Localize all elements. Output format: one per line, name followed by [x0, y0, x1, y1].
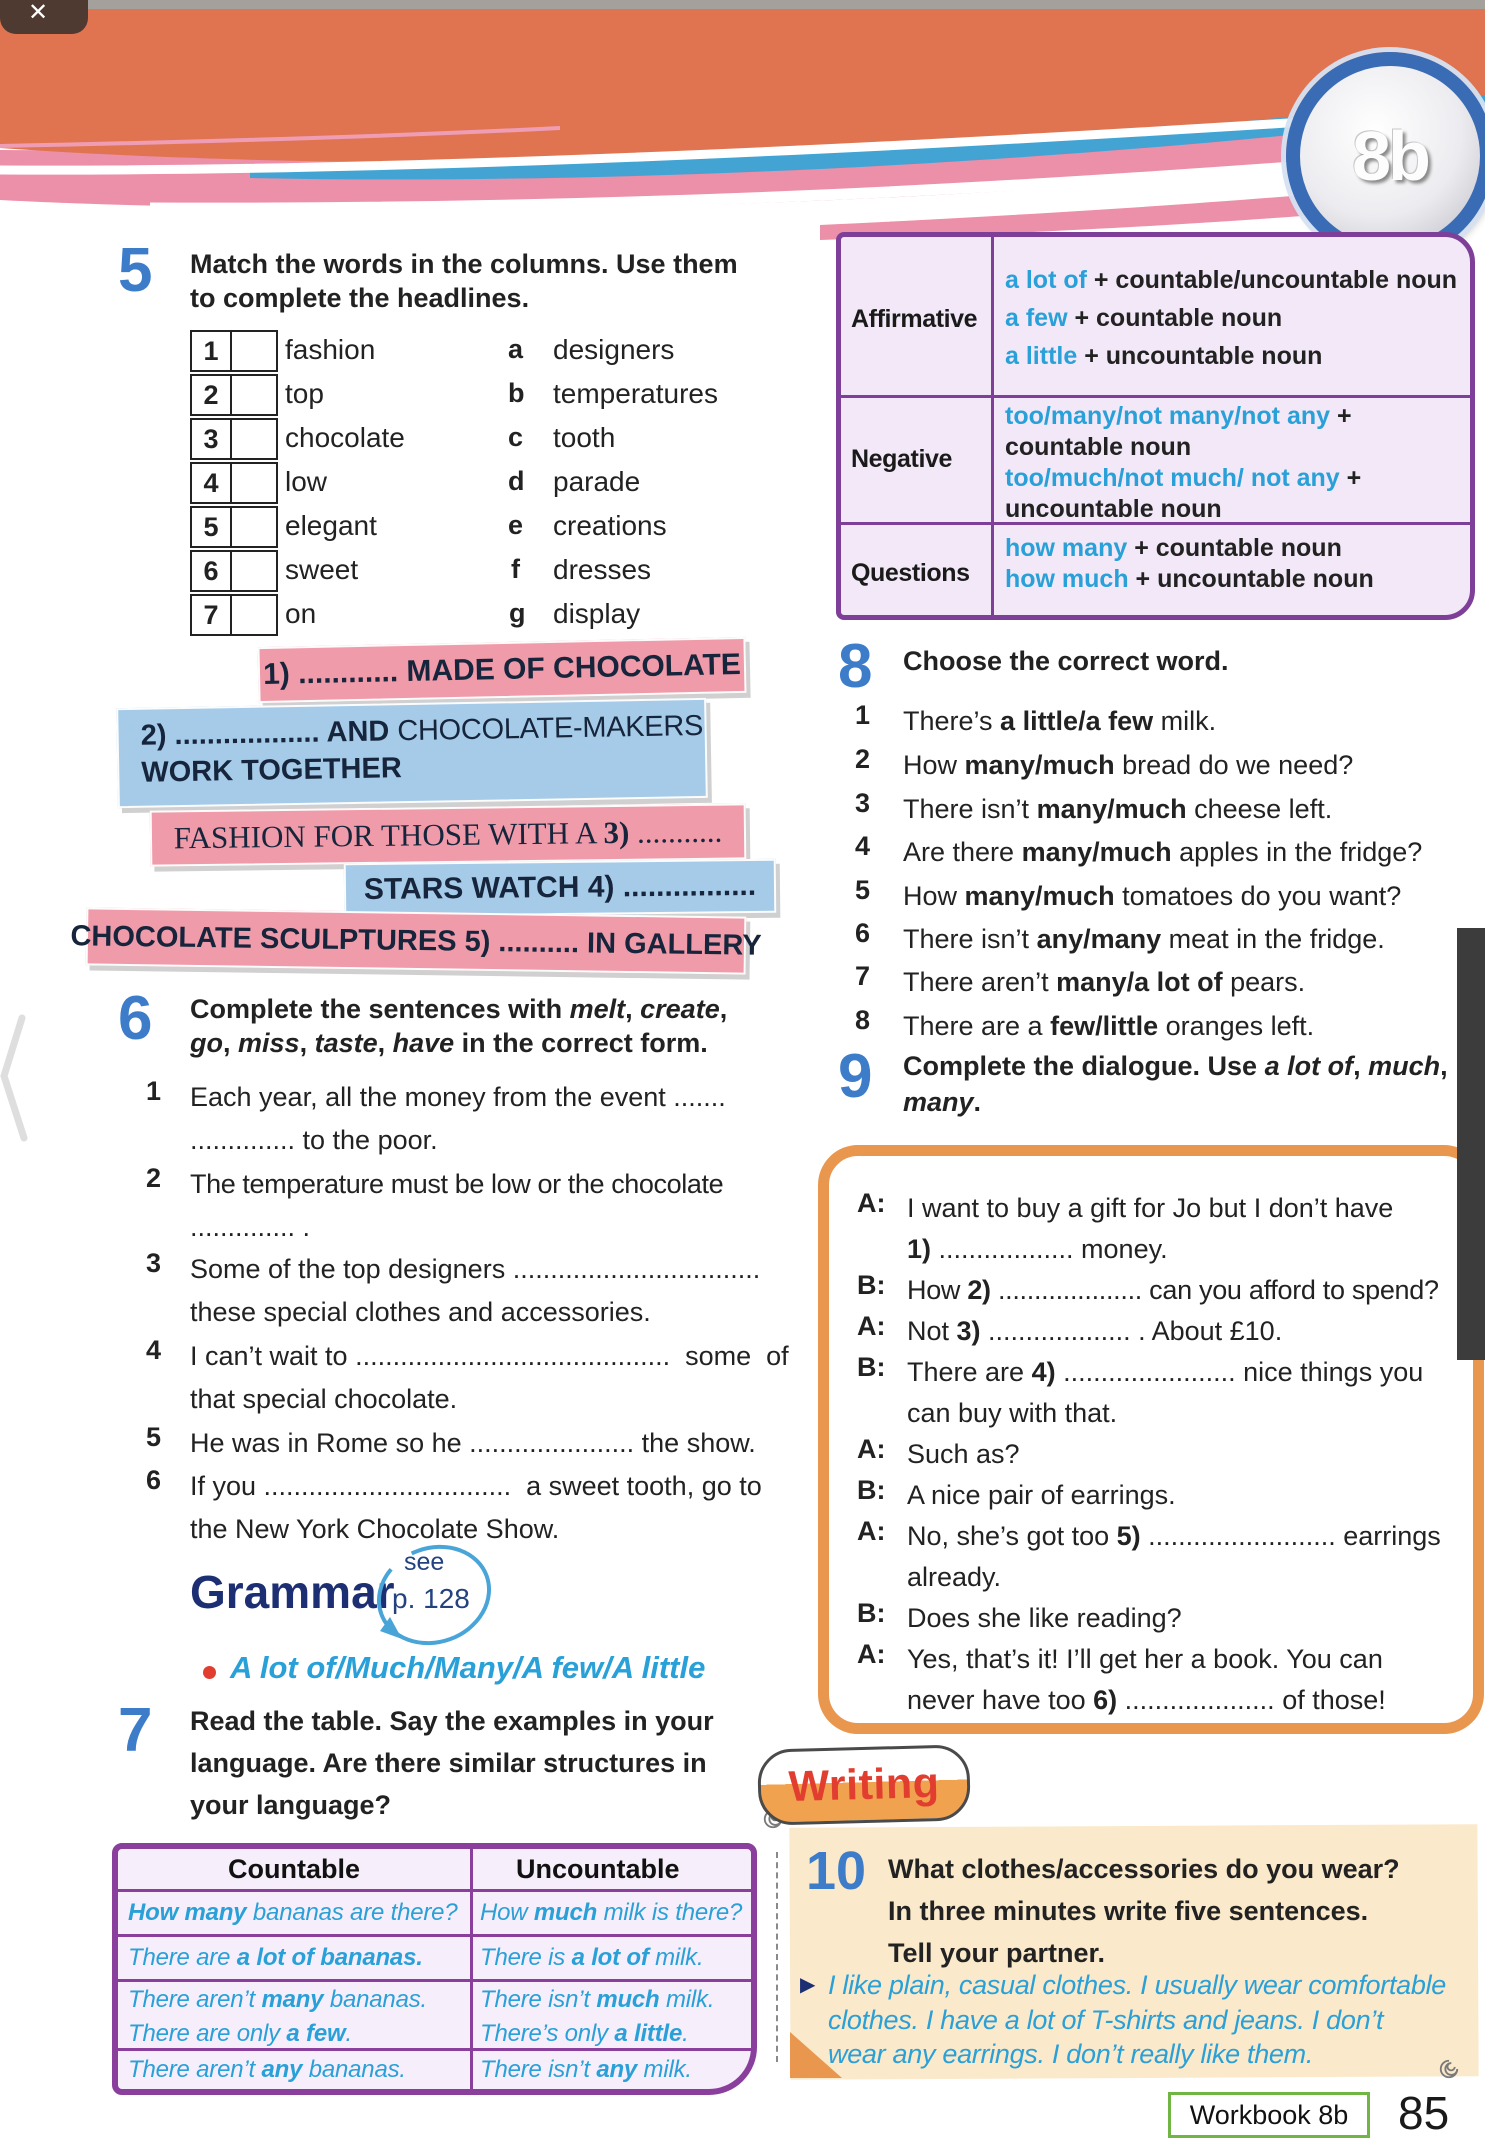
sentence-line: He was in Rome so he ...................... the show. [190, 1428, 756, 1458]
dialogue-line: Does she like reading? [907, 1603, 1182, 1633]
example-line: I like plain, casual clothes. I usually wear comfortable [828, 1970, 1447, 2000]
headline-line: WORK TOGETHER [141, 752, 403, 789]
example-line: clothes. I have a lot of T-shirts and jeans. I don’t [828, 2004, 1384, 2035]
close-button[interactable] [0, 0, 88, 34]
unit-badge-label: 8b [1352, 117, 1428, 195]
answer-box[interactable] [232, 552, 276, 590]
match-row [190, 462, 641, 504]
sentence-line: Some of the top designers ................................. [190, 1254, 761, 1284]
speaker-label: B: [857, 1598, 886, 1628]
match-left-word: sweet [285, 554, 359, 585]
writing-dashed-line [776, 1852, 778, 2062]
dialogue-entry [857, 1188, 1447, 1270]
sentence-line: I can’t wait to .......................................... some of [190, 1341, 789, 1371]
match-row [190, 506, 667, 548]
sentence-line: .............. to the poor. [190, 1125, 438, 1155]
item-number: 6 [855, 918, 871, 948]
sentence-line: .............. . [190, 1212, 311, 1242]
dialogue-entry [857, 1352, 1447, 1434]
answer-box[interactable] [232, 420, 276, 458]
row-label-negative: Negative [851, 445, 953, 473]
example-line: There aren’t many bananas. [128, 1986, 427, 2013]
speaker-label: A: [857, 1516, 886, 1546]
dialogue-line: Not 3) ................... . About £10. [907, 1316, 1283, 1346]
item-number: 3 [855, 788, 871, 818]
item-number: 3 [192, 420, 232, 458]
item-number: 4 [192, 464, 232, 502]
speaker-label: B: [857, 1270, 886, 1300]
rule-line: countable noun [1005, 433, 1192, 461]
headline-banner-5: CHOCOLATE SCULPTURES 5) .......... IN GALLERY [86, 907, 747, 974]
dialogue-line: Such as? [907, 1439, 1020, 1469]
match-left-word: fashion [285, 334, 376, 365]
dialogue-line: There are 4) ....................... nice things you [907, 1357, 1424, 1387]
rule-line: too/many/not many/not any + [1005, 402, 1352, 430]
item-number: 4 [855, 831, 871, 861]
item-number: 1 [192, 332, 232, 370]
dialogue-line: How 2) .................... can you afford to spend? [907, 1275, 1439, 1305]
match-right-word: display [553, 598, 641, 629]
grammar-reference-table [836, 232, 1475, 620]
item-number: 1 [146, 1076, 162, 1106]
match-right-word: creations [553, 510, 667, 541]
grammar-topic: A lot of/Much/Many/A few/A little [230, 1650, 706, 1685]
writing-label-bubble [757, 1744, 971, 1826]
speaker-label: A: [857, 1188, 886, 1218]
rule-line: too/much/not much/ not any + [1005, 464, 1362, 492]
table-row-divider [118, 1979, 751, 1982]
title-line: your language? [190, 1790, 392, 1820]
match-right-word: temperatures [553, 378, 718, 409]
dialogue-entry [857, 1516, 1447, 1598]
exercise-10-number: 10 [806, 1841, 867, 1901]
dialogue-content [857, 1188, 1447, 1721]
grammar-heading: Grammar [190, 1566, 395, 1618]
table-column-divider [470, 1849, 473, 2089]
headline-banner-3: FASHION FOR THOSE WITH A 3) ........... [150, 803, 747, 866]
choice-sentence[interactable]: There isn’t any/many meat in the fridge. [903, 924, 1385, 954]
title-line: Read the table. Say the examples in your [190, 1706, 714, 1736]
item-number: 8 [855, 1005, 871, 1035]
match-row [190, 330, 675, 372]
choice-sentence[interactable]: There aren’t many/a lot of pears. [903, 967, 1306, 997]
example-cell: There is a lot of milk. [480, 1944, 704, 1971]
sentence-line: that special chocolate. [190, 1384, 458, 1414]
column-header-countable: Countable [228, 1854, 360, 1884]
page-number: 85 [1398, 2087, 1450, 2139]
rule-line: uncountable noun [1005, 495, 1222, 523]
rule-line: a few + countable noun [1005, 304, 1283, 332]
title-line: What clothes/accessories do you wear? [888, 1854, 1400, 1884]
headline-banner-1: 1) ............ MADE OF CHOCOLATE [257, 637, 746, 703]
item-number: 4 [146, 1335, 162, 1365]
dialogue-line: can buy with that. [907, 1398, 1118, 1428]
countable-uncountable-table [112, 1843, 757, 2095]
match-letter: c [508, 422, 524, 452]
match-left-word: elegant [285, 510, 377, 541]
match-row [190, 594, 641, 636]
scrollbar-thumb[interactable] [1457, 928, 1485, 1360]
choice-sentence[interactable]: How many/much tomatoes do you want? [903, 881, 1402, 911]
rule-line: how much + uncountable noun [1005, 565, 1374, 593]
sentence-line: these special clothes and accessories. [190, 1297, 651, 1327]
title-line: Complete the sentences with melt, create, [190, 994, 728, 1024]
grammar-bullet-dot [203, 1666, 216, 1679]
table-row-divider [118, 1889, 751, 1892]
match-left-word: top [285, 378, 324, 409]
example-line: There are only a few. [128, 2020, 352, 2047]
table-column-divider [991, 237, 994, 615]
row-label-affirmative: Affirmative [851, 305, 978, 333]
example-cell: How many bananas are there? [128, 1899, 458, 1926]
item-number: 5 [192, 508, 232, 546]
item-number: 1 [855, 700, 871, 730]
example-line: There’s only a little. [480, 2020, 689, 2047]
table-row-divider [118, 1934, 751, 1937]
cell-questions [1005, 533, 1374, 595]
choice-sentence[interactable]: There are a few/little oranges left. [903, 1011, 1315, 1041]
cell-negative [1005, 401, 1361, 525]
example-cell [128, 1983, 427, 2051]
choice-sentence[interactable]: How many/much bread do we need? [903, 750, 1354, 780]
match-row [190, 374, 718, 416]
title-line: In three minutes write five sentences. [888, 1896, 1369, 1926]
dialogue-line: I want to buy a gift for Jo but I don’t have [907, 1193, 1394, 1223]
dialogue-line: A nice pair of earrings. [907, 1480, 1176, 1510]
title-line: many. [903, 1087, 982, 1117]
item-number: 2 [146, 1163, 162, 1193]
match-right-word: parade [553, 466, 641, 497]
title-line: language. Are there similar structures in [190, 1748, 707, 1778]
sentence-line: The temperature must be low or the chocolate [190, 1169, 724, 1199]
match-letter: e [508, 510, 524, 540]
title-line: Tell your partner. [888, 1938, 1106, 1968]
window-top-bar [0, 0, 1485, 9]
dialogue-line: already. [907, 1562, 1002, 1592]
speaker-label: B: [857, 1352, 886, 1382]
workbook-reference-label: Workbook 8b [1189, 2099, 1349, 2130]
example-line: wear any earrings. I don’t really like them. [828, 2039, 1314, 2069]
match-right-word: dresses [553, 554, 652, 585]
example-marker-icon: ▶ [800, 1974, 816, 1996]
dialogue-entry [857, 1639, 1447, 1721]
choice-sentence[interactable]: Are there many/much apples in the fridge? [903, 837, 1423, 867]
speaker-label: A: [857, 1311, 886, 1341]
item-number: 7 [855, 961, 871, 991]
exercise-7-title [190, 1700, 714, 1826]
exercise-7-number: 7 [118, 1696, 153, 1765]
exercise-6-title [190, 992, 727, 1060]
rule-line: how many + countable noun [1005, 534, 1342, 562]
sentence-line: If you ................................. a sweet tooth, go to [190, 1471, 762, 1501]
writing-example [828, 1968, 1446, 2072]
previous-page-chevron-icon[interactable] [0, 1010, 70, 1150]
rule-line: a little + uncountable noun [1005, 342, 1323, 370]
writing-label: Writing [787, 1758, 940, 1811]
header-wave-art [0, 0, 1485, 250]
example-line: There isn’t much milk. [480, 1986, 715, 2013]
example-cell: There aren’t any bananas. [128, 2056, 406, 2083]
speaker-label: A: [857, 1434, 886, 1464]
dialogue-line: Yes, that’s it! I’ll get her a book. You can [907, 1644, 1383, 1674]
match-right-word: tooth [553, 422, 616, 453]
example-cell [480, 1983, 714, 2051]
speaker-label: A: [857, 1639, 886, 1669]
see-page-ref[interactable]: p. 128 [392, 1583, 470, 1614]
item-number: 5 [855, 875, 871, 905]
match-letter: b [508, 378, 525, 408]
rule-line: a lot of + countable/uncountable noun [1005, 266, 1458, 294]
match-row [190, 418, 616, 460]
match-row [190, 550, 652, 592]
title-line: to complete the headlines. [190, 283, 530, 313]
item-number: 7 [192, 596, 232, 634]
title-line: Match the words in the columns. Use them [190, 249, 738, 279]
item-number: 2 [192, 376, 232, 414]
answer-box[interactable] [232, 508, 276, 546]
answer-box[interactable] [232, 596, 276, 634]
match-left-word: low [285, 466, 328, 497]
answer-box[interactable] [232, 332, 276, 370]
item-number: 5 [146, 1422, 162, 1452]
answer-box[interactable] [232, 464, 276, 502]
item-number: 6 [146, 1465, 162, 1495]
row-label-questions: Questions [851, 559, 970, 587]
exercise-10-title [888, 1848, 1400, 1974]
sentence-line: the New York Chocolate Show. [190, 1514, 560, 1544]
sentence-item [190, 1163, 723, 1249]
answer-box[interactable] [232, 376, 276, 414]
speaker-label: B: [857, 1475, 886, 1505]
title-line: go, miss, taste, have in the correct form. [190, 1028, 708, 1058]
headline-banner-4: STARS WATCH 4) ................ [344, 859, 777, 918]
column-header-uncountable: Uncountable [516, 1854, 680, 1884]
sentence-line: Each year, all the money from the event ....... [190, 1082, 726, 1112]
dialogue-entry [857, 1311, 1447, 1352]
exercise-6-number: 6 [118, 984, 153, 1053]
match-letter: g [509, 598, 526, 628]
headline-line: 2) .................. AND CHOCOLATE-MAKERS [140, 709, 704, 752]
choice-sentence[interactable]: There isn’t many/much cheese left. [903, 794, 1333, 824]
item-number: 6 [192, 552, 232, 590]
dialogue-entry [857, 1598, 1447, 1639]
match-letter: d [508, 466, 525, 496]
match-right-word: designers [553, 334, 675, 365]
headline-banner-2 [116, 698, 708, 808]
item-number: 2 [855, 744, 871, 774]
dialogue-entry [857, 1434, 1447, 1475]
sentence-item [190, 1248, 760, 1334]
match-letter: a [508, 334, 524, 364]
match-left-word: on [285, 598, 317, 629]
exercise-9-number: 9 [838, 1042, 873, 1111]
sentence-item [190, 1335, 789, 1421]
match-left-word: chocolate [285, 422, 405, 453]
title-line: Complete the dialogue. Use a lot of, much, [903, 1051, 1448, 1081]
dialogue-line: No, she’s got too 5) ......................... earrings [907, 1521, 1441, 1551]
dialogue-entry [857, 1475, 1447, 1516]
exercise-5-number: 5 [118, 236, 153, 305]
close-icon: ✕ [28, 0, 49, 26]
table-row-divider [841, 395, 1470, 398]
exercise-5-title [190, 247, 738, 315]
exercise-8-number: 8 [838, 632, 873, 701]
exercise-8-title: Choose the correct word. [903, 646, 1229, 676]
example-cell: How much milk is there? [480, 1899, 743, 1926]
dialogue-line: 1) .................. money. [907, 1234, 1168, 1264]
cell-affirmative [1005, 261, 1457, 375]
match-letter: f [511, 554, 520, 584]
see-label: see [404, 1548, 445, 1576]
exercise-9-title [903, 1048, 1448, 1120]
sentence-item [190, 1422, 756, 1465]
unit-badge [1286, 52, 1485, 260]
example-cell: There isn’t any milk. [480, 2056, 692, 2083]
dialogue-entry [857, 1270, 1447, 1311]
choice-sentence[interactable]: There’s a little/a few milk. [903, 706, 1217, 736]
example-cell: There are a lot of bananas. [128, 1944, 423, 1971]
item-number: 3 [146, 1248, 162, 1278]
workbook-reference-box[interactable] [1168, 2092, 1370, 2138]
sentence-item [190, 1076, 726, 1162]
dialogue-line: never have too 6) .................... of those! [907, 1685, 1386, 1715]
